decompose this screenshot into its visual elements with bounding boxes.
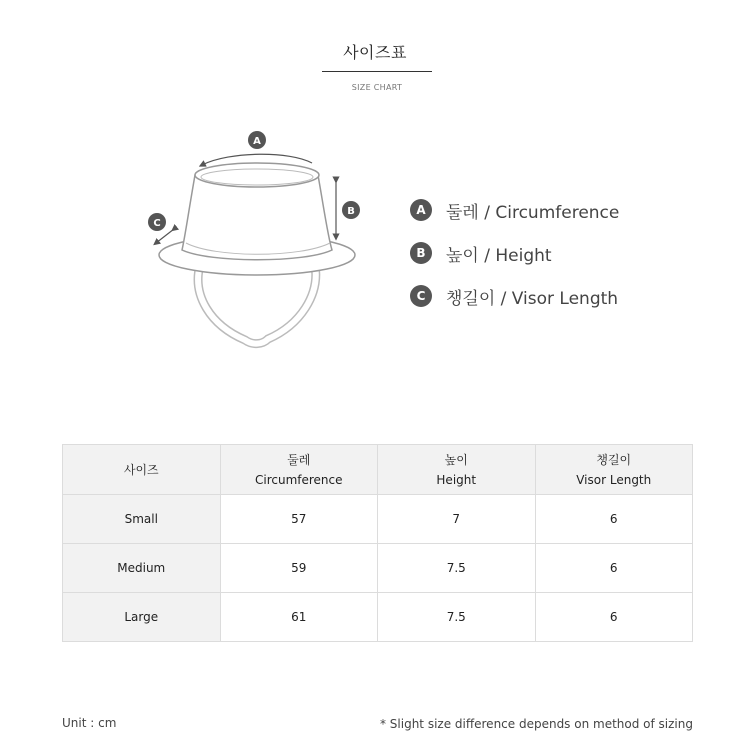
page-title: 사이즈표: [343, 43, 407, 62]
header-height: 높이 Height: [378, 445, 536, 495]
letter-c-badge: C: [410, 285, 432, 307]
table-row: [63, 544, 693, 593]
header-size: 사이즈: [63, 445, 221, 495]
size-cell: Small: [63, 495, 221, 544]
letter-b-badge: B: [410, 242, 432, 264]
marker-b: [342, 201, 360, 219]
legend-item-circumference: [410, 196, 619, 224]
hat-diagram: [140, 125, 380, 355]
size-table: [62, 444, 693, 642]
size-cell: Medium: [63, 544, 221, 593]
value-cell: 6: [535, 593, 693, 642]
value-cell: 7: [378, 495, 536, 544]
legend-label: 높이 / Height: [446, 245, 552, 266]
svg-text:B: B: [347, 206, 355, 217]
svg-text:C: C: [153, 218, 161, 229]
value-cell: 61: [220, 593, 378, 642]
value-cell: 57: [220, 495, 378, 544]
value-cell: 7.5: [378, 544, 536, 593]
header-visor-length: 챙길이 Visor Length: [535, 445, 693, 495]
value-cell: 6: [535, 495, 693, 544]
value-cell: 6: [535, 544, 693, 593]
measurement-legend: [410, 196, 619, 325]
legend-label: 둘레 / Circumference: [446, 202, 620, 223]
table-header-row: [63, 445, 693, 495]
page-subtitle: SIZE CHART: [351, 83, 403, 92]
legend-item-visor-length: [410, 282, 619, 310]
size-cell: Large: [63, 593, 221, 642]
sizing-disclaimer: * Slight size difference depends on method of sizing: [379, 717, 693, 731]
table-row: [63, 495, 693, 544]
letter-a-badge: A: [410, 199, 432, 221]
marker-c: [148, 213, 166, 231]
table-row: [63, 593, 693, 642]
legend-item-height: [410, 239, 619, 267]
unit-note: Unit : cm: [62, 716, 117, 730]
svg-text:A: A: [253, 136, 261, 147]
marker-a: [248, 131, 266, 149]
title-divider: [322, 71, 432, 72]
value-cell: 7.5: [378, 593, 536, 642]
header-circumference: 둘레 Circumference: [220, 445, 378, 495]
value-cell: 59: [220, 544, 378, 593]
legend-label: 챙길이 / Visor Length: [446, 288, 619, 309]
